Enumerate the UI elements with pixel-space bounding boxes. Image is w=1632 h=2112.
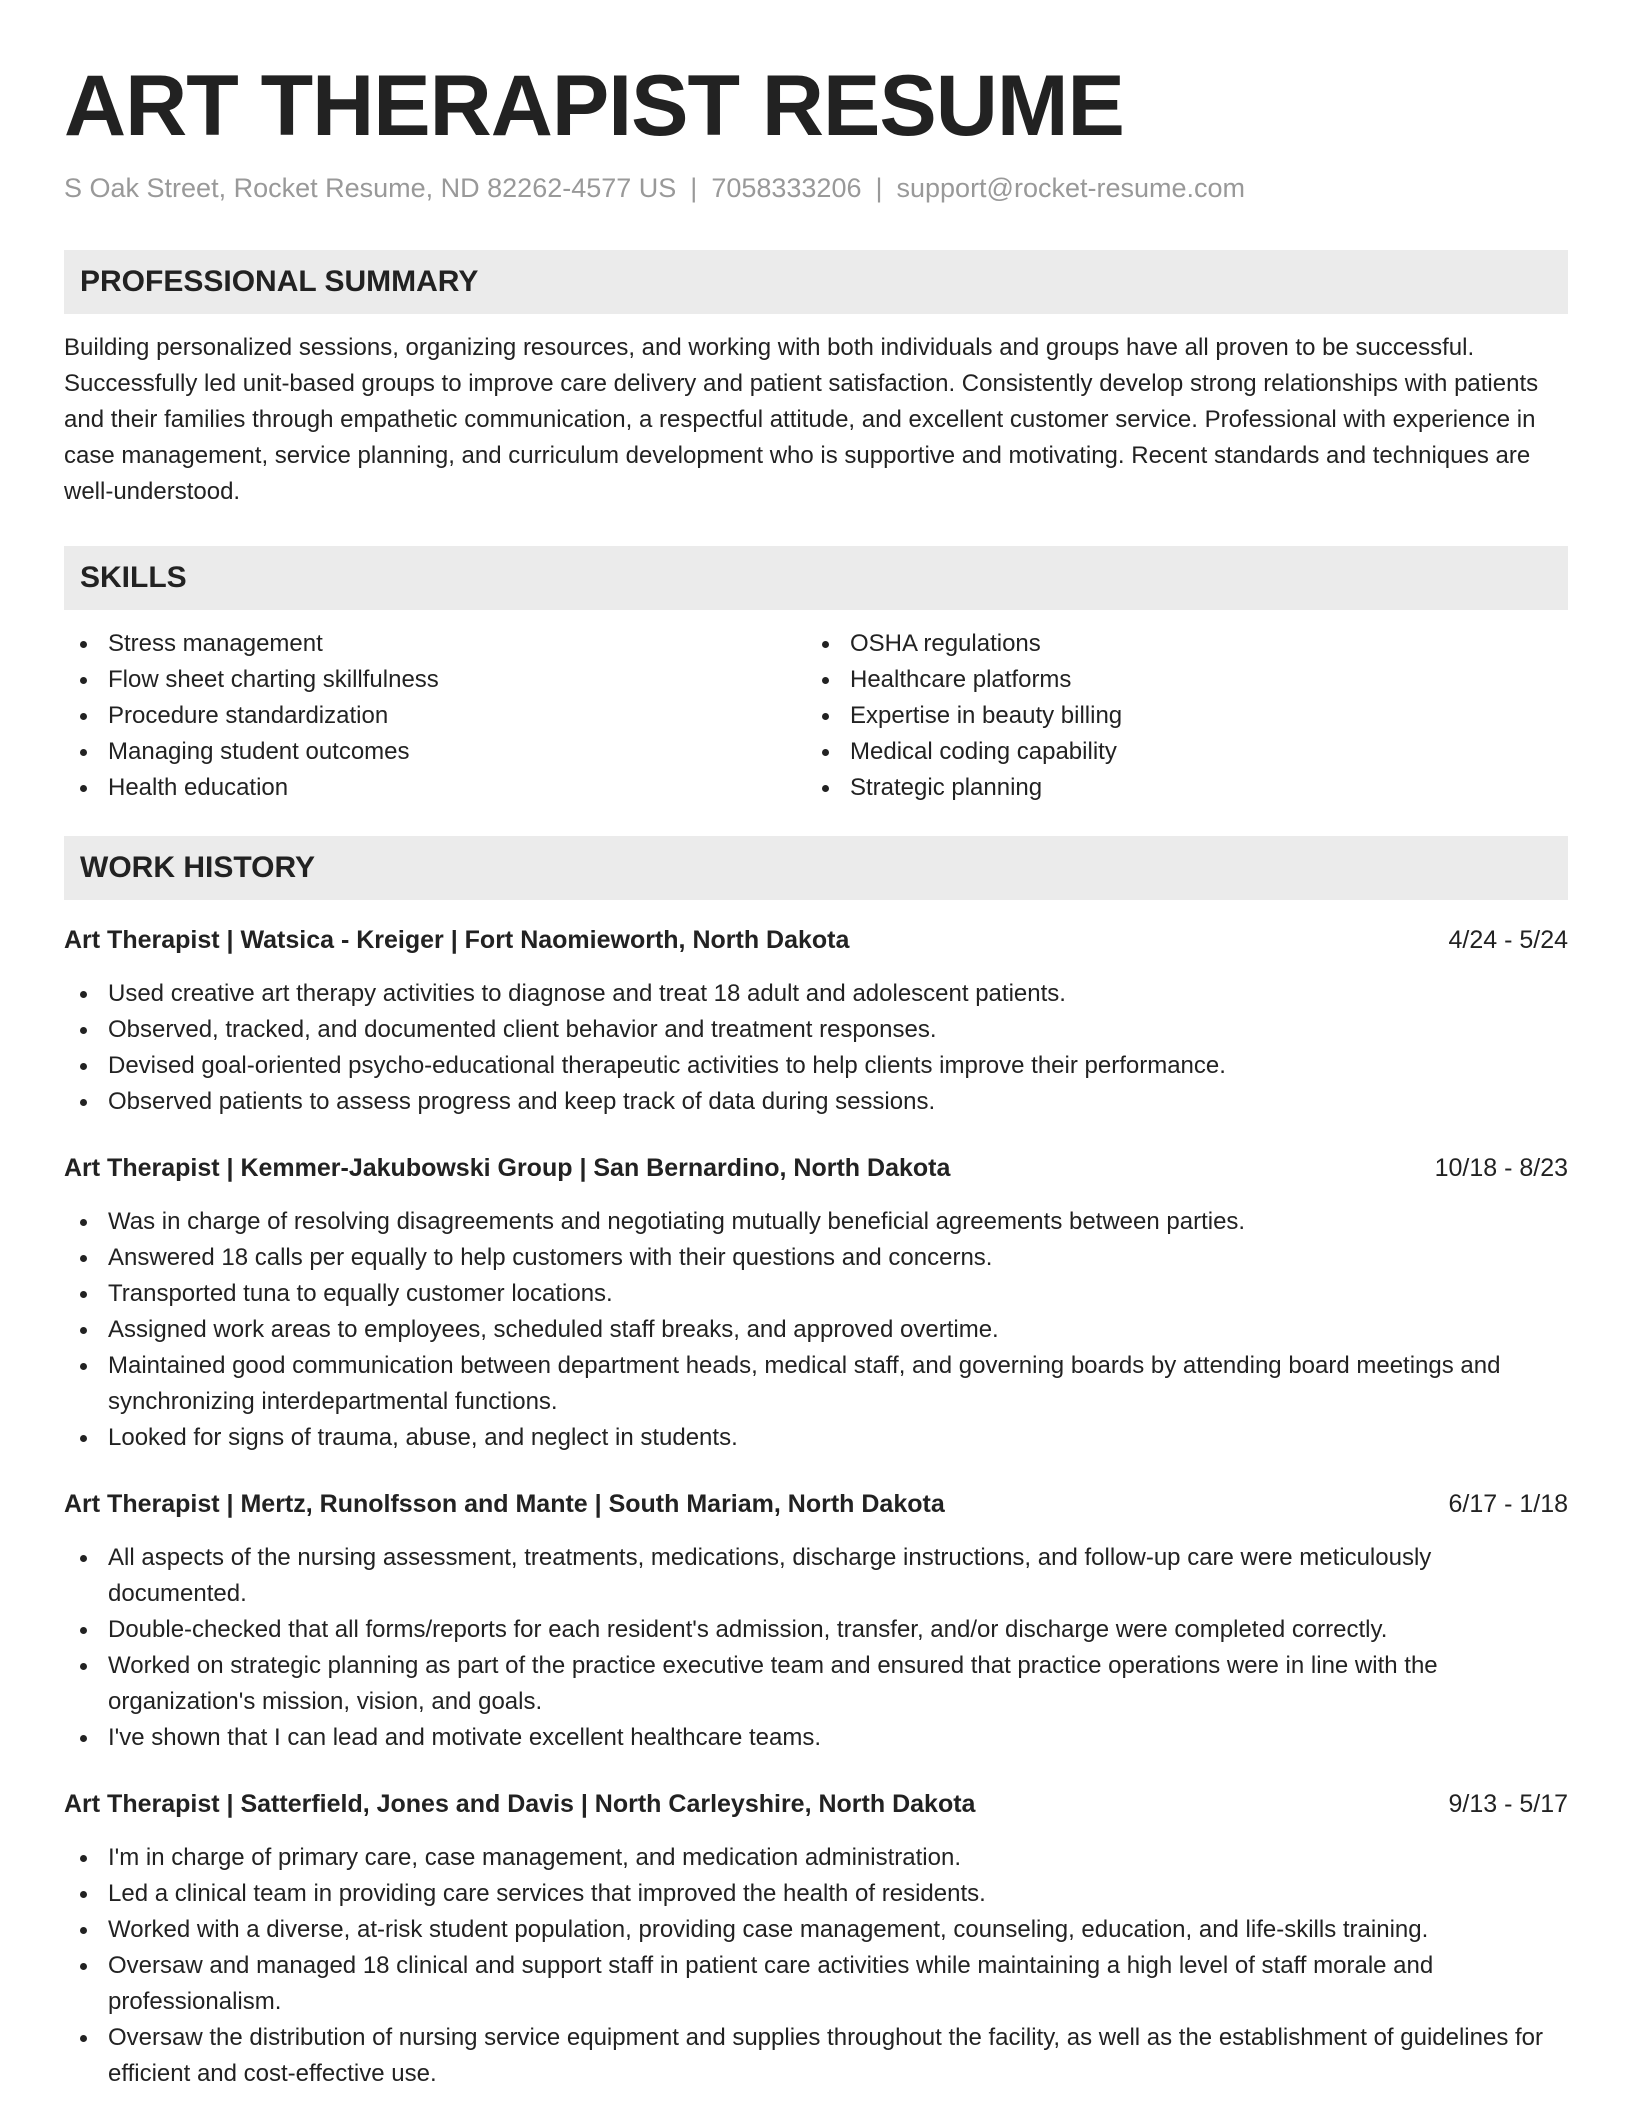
contact-email: support@rocket-resume.com: [896, 173, 1246, 203]
job-bullet: I'm in charge of primary care, case management, and medication administration.: [64, 1840, 1568, 1876]
section-header-professional-summary: PROFESSIONAL SUMMARY: [64, 250, 1568, 314]
job-title: Art Therapist | Watsica - Kreiger | Fort Naomieworth, North Dakota: [64, 926, 850, 954]
job-entry: [64, 1786, 1568, 2092]
job-bullet: Used creative art therapy activities to diagnose and treat 18 adult and adolescent patients.: [64, 976, 1568, 1012]
job-heading: [64, 1150, 1568, 1186]
job-entry: [64, 922, 1568, 1120]
job-bullet: Oversaw the distribution of nursing service equipment and supplies throughout the facility, as well as the establishment of guidelines for efficient and cost-effective use.: [64, 2020, 1568, 2092]
contact-address: S Oak Street, Rocket Resume, ND 82262-4577 US: [64, 173, 677, 203]
contact-line: [64, 170, 1568, 206]
job-entry: [64, 1150, 1568, 1456]
resume-title: ART THERAPIST RESUME: [64, 58, 1124, 154]
skills-column-left: [64, 626, 806, 806]
job-bullets: [64, 1840, 1568, 2092]
job-entry: [64, 1486, 1568, 1756]
summary-paragraph: Building personalized sessions, organizing resources, and working with both individuals and groups have all proven to be successful. Successfully led unit-based groups to improve care delivery and patient satisfaction. Consistently develop strong relationships with patients and their families through empathetic communication, a respectful attitude, and excellent customer service. Professional with experience in case management, service planning, and curriculum development who is supportive and motivating. Recent standards and techniques are well-understood.: [64, 334, 1539, 505]
contact-separator: |: [875, 173, 883, 203]
skill-item: Medical coding capability: [806, 734, 1548, 770]
job-bullets: [64, 1540, 1568, 1756]
job-bullet: Led a clinical team in providing care services that improved the health of residents.: [64, 1876, 1568, 1912]
job-dates: 4/24 - 5/24: [1448, 926, 1568, 954]
skill-item: Healthcare platforms: [806, 662, 1548, 698]
skill-item: Procedure standardization: [64, 698, 806, 734]
job-bullet: Answered 18 calls per equally to help customers with their questions and concerns.: [64, 1240, 1568, 1276]
skill-item: Managing student outcomes: [64, 734, 806, 770]
job-bullet: Assigned work areas to employees, scheduled staff breaks, and approved overtime.: [64, 1312, 1568, 1348]
job-bullets: [64, 1204, 1568, 1456]
skill-item: Health education: [64, 770, 806, 806]
skill-item: Flow sheet charting skillfulness: [64, 662, 806, 698]
contact-phone: 7058333206: [711, 173, 862, 203]
job-bullets: [64, 976, 1568, 1120]
job-heading: [64, 922, 1568, 958]
job-dates: 6/17 - 1/18: [1448, 1490, 1568, 1518]
job-bullet: Worked on strategic planning as part of the practice executive team and ensured that practice operations were in line with the organization's mission, vision, and goals.: [64, 1648, 1568, 1720]
job-dates: 10/18 - 8/23: [1434, 1154, 1568, 1182]
job-bullet: Worked with a diverse, at-risk student population, providing case management, counseling, education, and life-skills training.: [64, 1912, 1568, 1948]
job-title: Art Therapist | Kemmer-Jakubowski Group | San Bernardino, North Dakota: [64, 1154, 951, 1182]
job-title: Art Therapist | Satterfield, Jones and Davis | North Carleyshire, North Dakota: [64, 1790, 976, 1818]
section-header-work-history: WORK HISTORY: [64, 836, 1568, 900]
skills-column-right: [806, 626, 1548, 806]
skills-grid: [64, 626, 1568, 806]
skill-item: Expertise in beauty billing: [806, 698, 1548, 734]
job-bullet: I've shown that I can lead and motivate excellent healthcare teams.: [64, 1720, 1568, 1756]
job-heading: [64, 1486, 1568, 1522]
skill-item: Strategic planning: [806, 770, 1548, 806]
job-bullet: Observed patients to assess progress and keep track of data during sessions.: [64, 1084, 1568, 1120]
job-bullet: Was in charge of resolving disagreements and negotiating mutually beneficial agreements between parties.: [64, 1204, 1568, 1240]
skill-item: Stress management: [64, 626, 806, 662]
job-bullet: All aspects of the nursing assessment, treatments, medications, discharge instructions, and follow-up care were meticulously documented.: [64, 1540, 1568, 1612]
job-dates: 9/13 - 5/17: [1448, 1790, 1568, 1818]
job-bullet: Oversaw and managed 18 clinical and support staff in patient care activities while maintaining a high level of staff morale and professionalism.: [64, 1948, 1568, 2020]
job-bullet: Maintained good communication between department heads, medical staff, and governing boards by attending board meetings and synchronizing interdepartmental functions.: [64, 1348, 1568, 1420]
job-heading: [64, 1786, 1568, 1822]
job-bullet: Transported tuna to equally customer locations.: [64, 1276, 1568, 1312]
skill-item: OSHA regulations: [806, 626, 1548, 662]
job-bullet: Observed, tracked, and documented client behavior and treatment responses.: [64, 1012, 1568, 1048]
job-bullet: Devised goal-oriented psycho-educational therapeutic activities to help clients improve their performance.: [64, 1048, 1568, 1084]
section-header-skills: SKILLS: [64, 546, 1568, 610]
job-bullet: Looked for signs of trauma, abuse, and neglect in students.: [64, 1420, 1568, 1456]
job-bullet: Double-checked that all forms/reports for each resident's admission, transfer, and/or discharge were completed correctly.: [64, 1612, 1568, 1648]
job-title: Art Therapist | Mertz, Runolfsson and Mante | South Mariam, North Dakota: [64, 1490, 945, 1518]
contact-separator: |: [690, 173, 698, 203]
